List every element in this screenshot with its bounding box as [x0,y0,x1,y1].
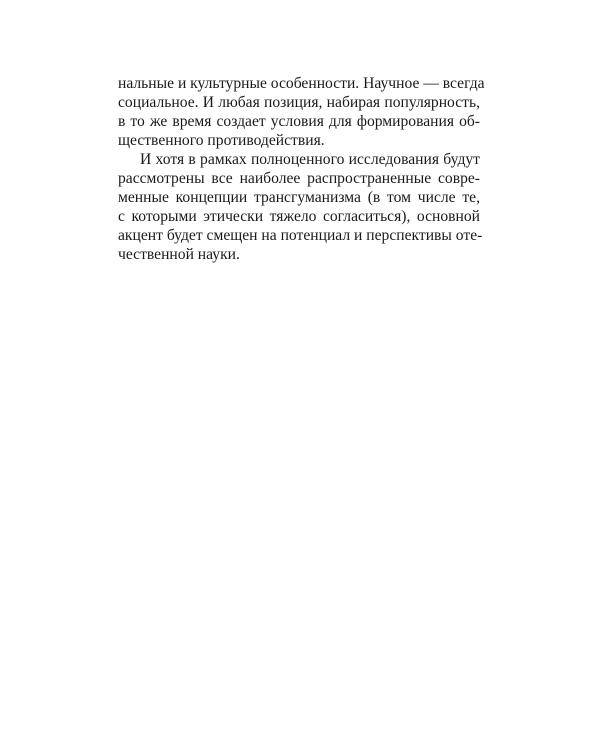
text-line: менные концепции трансгуманизма (в том числе те, [118,189,480,206]
paragraph-1 [118,74,485,150]
text-line: чественной науки. [118,246,240,263]
text-line: щественного противодействия. [118,132,325,149]
text-line: социальное. И любая позиция, набирая популярность, [118,94,480,111]
text-line: в то же время создает условия для формирования об- [118,113,480,130]
text-line: рассмотрены все наиболее распространенные совре- [118,170,480,187]
paragraph-2 [118,150,483,264]
body-text [118,74,485,264]
text-line: акцент будет смещен на потенциал и перспективы оте- [118,227,483,244]
text-line: с которыми этически тяжело согласиться), основной [118,208,480,225]
text-line: нальные и культурные особенности. Научное — всегда [118,75,485,92]
text-line: И хотя в рамках полноценного исследования будут [140,151,480,168]
